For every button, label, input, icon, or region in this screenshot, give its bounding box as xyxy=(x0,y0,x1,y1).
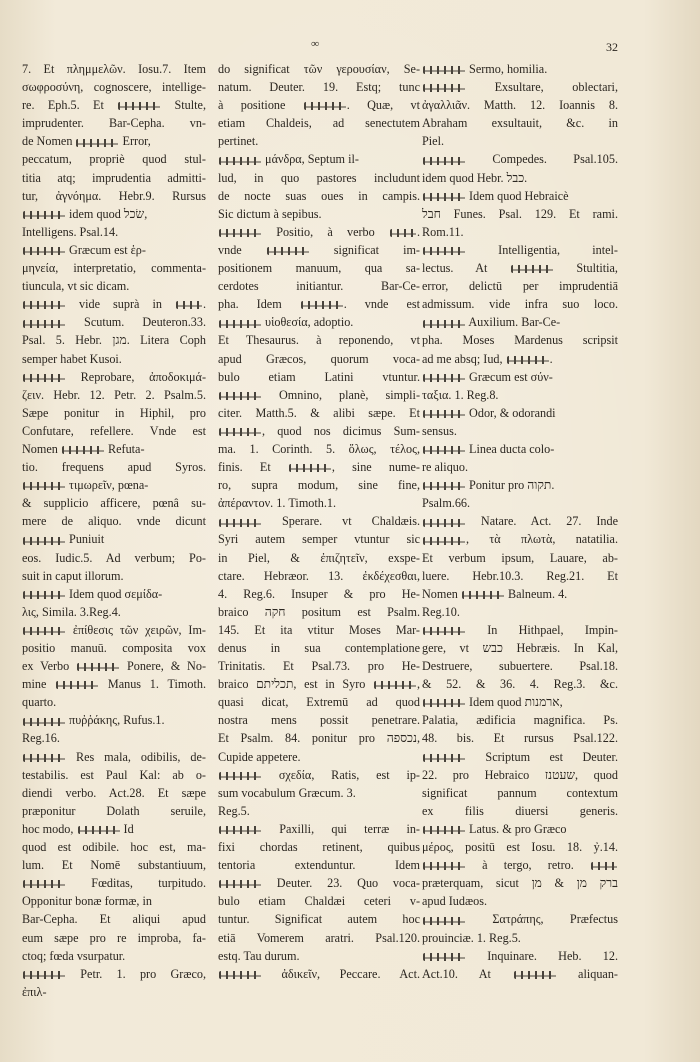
syriac-word-glyph xyxy=(514,971,556,979)
syriac-word-glyph xyxy=(23,880,65,888)
right-column-line: à tergo, retro. xyxy=(422,856,618,874)
middle-column-line: υἱοθεσία, adoptio. xyxy=(218,313,420,331)
middle-column-line: etiā Vomerem aratri. Psal.120. xyxy=(218,930,420,945)
syriac-word-glyph xyxy=(77,663,119,671)
syriac-word-glyph xyxy=(423,537,465,545)
left-column-line: Fœditas, turpitudo. xyxy=(22,874,206,892)
middle-column-line: finis. Et , sine nume- xyxy=(218,460,420,475)
right-column xyxy=(422,60,618,983)
middle-column-line: sum vocabulum Græcum. 3. xyxy=(218,785,356,800)
left-column-line: præponitur Dolath seruile, xyxy=(22,803,206,818)
syriac-word-glyph xyxy=(219,320,261,328)
right-column-line: Linea ducta colo- xyxy=(422,440,618,458)
right-column-line: , τὰ πλωτὰ, natatilia. xyxy=(422,530,618,548)
right-column-line: Compedes. Psal.105. xyxy=(422,150,618,168)
right-column-line: apud Iudæos. xyxy=(422,894,487,909)
syriac-word-glyph xyxy=(423,627,465,635)
left-column-line: diendi verbo. Act.28. Et sæpe xyxy=(22,785,206,800)
middle-column-line: ἀπέραντον. 1. Timoth.1. xyxy=(218,496,337,511)
syriac-word-glyph xyxy=(423,862,465,870)
syriac-word-glyph xyxy=(423,917,465,925)
right-column-line: Palatia, ædificia magnifica. Ps. xyxy=(422,713,618,728)
right-column-line: Idem quod Hebraicè xyxy=(422,187,618,205)
syriac-word-glyph xyxy=(23,718,65,726)
right-column-line: Natare. Act. 27. Inde xyxy=(422,512,618,530)
syriac-word-glyph xyxy=(23,591,65,599)
syriac-word-glyph xyxy=(390,229,416,237)
right-column-line: error, delictū per imprudentiā xyxy=(422,279,618,294)
left-column-line: testabilis. est Paul Kal: ab o- xyxy=(22,767,206,782)
middle-column-line: Syri autem semper vtuntur sic xyxy=(218,532,420,547)
right-column-line: luere. Hebr.10.3. Reg.21. Et xyxy=(422,568,618,583)
middle-column-line: estq. Tau durum. xyxy=(218,948,300,963)
right-column-line: Inquinare. Heb. 12. xyxy=(422,947,618,965)
right-column-line: Odor, & odorandi xyxy=(422,404,618,422)
syriac-word-glyph xyxy=(423,482,465,490)
right-column-line: admissum. vide infra suo loco. xyxy=(422,297,618,312)
syriac-word-glyph xyxy=(23,211,65,219)
syriac-word-glyph xyxy=(219,428,261,436)
syriac-word-glyph xyxy=(23,374,65,382)
right-column-line: Et verbum ipsum, Lauare, ab- xyxy=(422,550,618,565)
middle-column-line: Deuter. 23. Quo voca- xyxy=(218,874,420,892)
middle-column-line: braico תכליתם, est in Syro , xyxy=(218,677,420,692)
left-column-line: semper habet Kusoi. xyxy=(22,351,122,366)
right-column-line: prouinciæ. 1. Reg.5. xyxy=(422,930,521,945)
left-column-line: ctoq; fœda vsurpatur. xyxy=(22,948,126,963)
syriac-word-glyph xyxy=(78,826,120,834)
middle-column-line: ma. 1. Corinth. 5. ὅλως, τέλος, xyxy=(218,441,420,456)
syriac-word-glyph xyxy=(23,754,65,762)
right-column-line: Σατράπης, Præfectus xyxy=(422,910,618,928)
syriac-word-glyph xyxy=(219,880,261,888)
middle-column-line: bulo etiam Chaldæi ceteri v- xyxy=(218,894,420,909)
syriac-word-glyph xyxy=(301,301,343,309)
left-column-line: tur, ἀγνόημα. Hebr.9. Rursus xyxy=(22,188,206,203)
left-column-line: mere de aliquo. vnde dicunt xyxy=(22,514,206,529)
right-column-line: re aliquo. xyxy=(422,460,469,475)
syriac-word-glyph xyxy=(118,102,160,110)
syriac-word-glyph xyxy=(219,157,261,165)
syriac-word-glyph xyxy=(267,247,309,255)
right-column-line: Act.10. At aliquan- xyxy=(422,966,618,981)
left-column-line: lum. Et Nomē substantiuum, xyxy=(22,858,206,873)
middle-column-line: , quod nos dicimus Sum- xyxy=(218,422,420,440)
syriac-word-glyph xyxy=(23,482,65,490)
left-column-line: quod est odibile. hoc est, ma- xyxy=(22,840,206,855)
syriac-word-glyph xyxy=(219,519,261,527)
middle-column-line: Reg.5. xyxy=(218,803,250,818)
syriac-word-glyph xyxy=(511,265,553,273)
syriac-word-glyph xyxy=(423,84,465,92)
page-number: 32 xyxy=(606,40,618,54)
middle-column-line: 4. Reg.6. Insuper & pro He- xyxy=(218,586,420,601)
syriac-word-glyph xyxy=(591,862,617,870)
syriac-word-glyph xyxy=(176,301,202,309)
left-column-line: ἐπίθεσις τῶν χειρῶν, Im- xyxy=(22,621,206,639)
middle-column-line: Paxilli, qui terræ in- xyxy=(218,820,420,838)
syriac-word-glyph xyxy=(423,247,465,255)
left-column-line: Scutum. Deuteron.33. xyxy=(22,313,206,331)
right-column-line: & 52. & 36. 4. Reg.3. &c. xyxy=(422,677,618,692)
left-column-line: τιμωρεῖν, pœna- xyxy=(22,476,206,494)
left-column-line: quarto. xyxy=(22,695,57,710)
left-column-line: ζειν. Hebr. 12. Petr. 2. Psalm.5. xyxy=(22,387,206,402)
syriac-word-glyph xyxy=(76,139,118,147)
middle-column-line: Trinitatis. Et Psal.73. pro He- xyxy=(218,659,420,674)
right-column-line: sensus. xyxy=(422,423,457,438)
left-column-line: positio manuū. composita vox xyxy=(22,641,206,655)
syriac-word-glyph xyxy=(423,699,465,707)
syriac-word-glyph xyxy=(423,374,465,382)
syriac-word-glyph xyxy=(423,410,465,418)
signature-mark: ∞ xyxy=(311,38,319,50)
middle-column-line: do significat τῶν γερουσίαν, Se- xyxy=(218,62,420,76)
right-column-line: μέρος, positū est Iosu. 18. ỷ.14. xyxy=(422,840,618,855)
middle-column-line: tuntur. Significat autem hoc xyxy=(218,912,420,927)
left-column-line: λις, Simila. 3.Reg.4. xyxy=(22,604,121,619)
syriac-word-glyph xyxy=(423,193,465,201)
right-column-line: pha. Moses Mardenus scripsit xyxy=(422,333,618,348)
syriac-word-glyph xyxy=(423,754,465,762)
middle-column-line: de nocte suas oues in campis. xyxy=(218,188,420,203)
left-column-line: idem quod שׂכל, xyxy=(22,205,206,223)
right-column-line: Græcum est σύν- xyxy=(422,368,618,386)
left-column-line: titia atq; imprudentia admitti- xyxy=(22,170,206,185)
syriac-word-glyph xyxy=(23,537,65,545)
left-column xyxy=(22,60,206,1001)
middle-column-line: tentoria extenduntur. Idem xyxy=(218,858,420,873)
right-column-line: ad me absq; Iud, . xyxy=(422,351,553,366)
syriac-word-glyph xyxy=(23,301,65,309)
left-column-line: 7. Et πλημμελῶν. Iosu.7. Item xyxy=(22,62,206,76)
right-column-line: Rom.11. xyxy=(422,224,464,239)
syriac-word-glyph xyxy=(423,826,465,834)
left-column-line: mine Manus 1. Timoth. xyxy=(22,677,206,692)
middle-column-line: natum. Deuter. 19. Estq; tunc xyxy=(218,80,420,95)
right-column-line: Abraham exsultauit, &c. in xyxy=(422,116,618,131)
right-column-line: 48. bis. Et rursus Psal.122. xyxy=(422,731,618,746)
syriac-word-glyph xyxy=(304,102,346,110)
middle-column-line: vnde significat im- xyxy=(218,242,420,257)
middle-column-line: à positione . Quæ, vt xyxy=(218,98,420,113)
right-column-line: Ponitur pro תקוה. xyxy=(422,476,618,494)
syriac-word-glyph xyxy=(423,157,465,165)
middle-column-line: Cupide appetere. xyxy=(218,749,301,764)
middle-column-line: μάνδρα, Septum il- xyxy=(218,150,420,168)
left-column-line: Græcum est ἑρ- xyxy=(22,241,206,259)
middle-column-line: denus in sua contemplatione xyxy=(218,641,420,655)
middle-column-line: Omnino, planè, simpli- xyxy=(218,386,420,404)
left-column-line: Petr. 1. pro Græco, xyxy=(22,965,206,983)
middle-column-line: pertinet. xyxy=(218,134,259,149)
right-column-line: Latus. & pro Græco xyxy=(422,820,618,838)
middle-column-line: citer. Matth.5. & alibi sæpe. Et xyxy=(218,405,420,420)
syriac-word-glyph xyxy=(289,464,331,472)
syriac-word-glyph xyxy=(23,247,65,255)
syriac-word-glyph xyxy=(23,320,65,328)
middle-column-line: nostra mens possit penetrare. xyxy=(218,713,420,728)
right-column-line: In Hithpael, Impin- xyxy=(422,621,618,639)
left-column-line: & supplicio afficere, pœnâ su- xyxy=(22,496,206,511)
right-column-line: ταξια. 1. Reg.8. xyxy=(422,387,499,402)
left-column-line: vide suprà in . xyxy=(22,295,206,313)
middle-column-line: apud Græcos, quorum voca- xyxy=(218,351,420,366)
left-column-line: tiuncula, vt sic dicam. xyxy=(22,279,130,294)
syriac-word-glyph xyxy=(423,66,465,74)
right-column-line: ἀγαλλιᾶν. Matth. 12. Ioannis 8. xyxy=(422,98,618,113)
syriac-word-glyph xyxy=(423,446,465,454)
left-column-line: Sæpe ponitur in Hiphil, pro xyxy=(22,405,206,420)
left-column-line: Confutare, refellere. Vnde est xyxy=(22,423,206,438)
middle-column-line: fixi chordas retinent, quibus xyxy=(218,840,420,855)
middle-column-line: etiam Chaldeis, ad senectutem xyxy=(218,116,420,131)
left-column-line: Intelligens. Psal.14. xyxy=(22,224,119,239)
right-column-line: 22. pro Hebraico שעטנז, quod xyxy=(422,767,618,782)
middle-column-line: quasi dicat, Extremū ad quod xyxy=(218,695,420,710)
syriac-word-glyph xyxy=(219,392,261,400)
left-column-line: Opponitur bonæ formæ, in xyxy=(22,894,152,909)
right-column-line: Scriptum est Deuter. xyxy=(422,748,618,766)
left-column-line: hoc modo, Id xyxy=(22,821,134,836)
middle-column-line: 145. Et ita vtitur Moses Mar- xyxy=(218,622,420,637)
right-column-line: idem quod Hebr. כבל. xyxy=(422,170,528,185)
left-column-line: μηνεία, interpretatio, commenta- xyxy=(22,261,206,276)
middle-column-line: pha. Idem . vnde est xyxy=(218,297,420,312)
middle-column-line: lud, in quo pastores includunt xyxy=(218,170,420,185)
right-column-line: ex filis diuersi generis. xyxy=(422,803,618,818)
left-column-line: de Nomen Error, xyxy=(22,134,151,149)
left-column-line: Reg.16. xyxy=(22,731,60,746)
right-column-line: Nomen Balneum. 4. xyxy=(422,586,568,601)
left-column-line: Reprobare, ἀποδοκιμά- xyxy=(22,368,206,386)
right-column-line: Piel. xyxy=(422,134,445,149)
right-column-line: lectus. At Stultitia, xyxy=(422,261,618,276)
left-column-line: peccatum, propriè quod stul- xyxy=(22,152,206,167)
left-column-line: ἐπιλ- xyxy=(22,984,47,999)
right-column-line: חבל Funes. Psal. 129. Et rami. xyxy=(422,206,618,221)
left-column-line: πυῤῥάκης, Rufus.1. xyxy=(22,711,206,729)
syriac-word-glyph xyxy=(23,627,65,635)
middle-column xyxy=(218,60,420,983)
right-column-line: Idem quod ארמנות, xyxy=(422,693,618,711)
right-column-line: Intelligentia, intel- xyxy=(422,241,618,259)
syriac-word-glyph xyxy=(219,826,261,834)
right-column-line: Destruere, subuertere. Psal.18. xyxy=(422,659,618,674)
left-column-line: ex Verbo Ponere, & No- xyxy=(22,659,206,674)
syriac-word-glyph xyxy=(219,971,261,979)
middle-column-line: cerdotes initiantur. Bar-Ce- xyxy=(218,279,420,294)
syriac-word-glyph xyxy=(423,519,465,527)
syriac-word-glyph xyxy=(507,356,549,364)
left-column-line: Idem quod σεμίδα- xyxy=(22,585,206,603)
left-column-line: Puniuit xyxy=(22,530,206,548)
middle-column-line: Et Psalm. 84. ponitur pro נכספה, xyxy=(218,731,420,746)
syriac-word-glyph xyxy=(462,591,504,599)
middle-column-line: positionem manuum, qua sa- xyxy=(218,261,420,276)
left-column-line: tio. frequens apud Syros. xyxy=(22,460,206,475)
middle-column-line: braico חקה positum est Psalm. xyxy=(218,604,420,619)
right-column-line: Auxilium. Bar-Ce- xyxy=(422,313,618,331)
right-column-line: Sermo, homilia. xyxy=(422,60,618,78)
syriac-word-glyph xyxy=(219,229,261,237)
middle-column-line: Et Thesaurus. à reponendo, vt xyxy=(218,333,420,348)
right-column-line: significat pannum contextum xyxy=(422,785,618,800)
syriac-word-glyph xyxy=(423,320,465,328)
left-column-line: eum sæpe pro re improba, fa- xyxy=(22,930,206,945)
right-column-line: præterquam, sicut ברק מן & מן xyxy=(422,876,618,891)
right-column-line: gere, vt כבש Hebræis. In Kal, xyxy=(422,641,618,655)
left-column-line: Res mala, odibilis, de- xyxy=(22,748,206,766)
middle-column-line: ro, supra modum, sine fine, xyxy=(218,478,420,493)
middle-column-line: bulo etiam Latini vtuntur. xyxy=(218,369,420,384)
syriac-word-glyph xyxy=(56,681,98,689)
left-column-line: Nomen Refuta- xyxy=(22,441,145,456)
middle-column-line: ctare. Hebræor. 13. ἐκδέχεσθαι, xyxy=(218,568,420,583)
left-column-line: suit in caput illorum. xyxy=(22,568,124,583)
right-column-line: Exsultare, oblectari, xyxy=(422,78,618,96)
middle-column-line: σχεδία, Ratis, est ip- xyxy=(218,766,420,784)
syriac-word-glyph xyxy=(219,772,261,780)
syriac-word-glyph xyxy=(374,681,416,689)
syriac-word-glyph xyxy=(423,953,465,961)
left-column-line: σωφροσύνη, cognoscere, intellige- xyxy=(22,80,206,95)
left-column-line: Psal. 5. Hebr. מגן. Litera Coph xyxy=(22,333,206,348)
middle-column-line: Sic dictum à sepibus. xyxy=(218,206,322,221)
right-column-line: Reg.10. xyxy=(422,604,460,619)
left-column-line: re. Eph.5. Et Stulte, xyxy=(22,98,206,113)
left-column-line: eos. Iudic.5. Ad verbum; Po- xyxy=(22,550,206,565)
syriac-word-glyph xyxy=(62,446,104,454)
left-column-line: imprudenter. Bar-Cepha. vn- xyxy=(22,116,206,131)
middle-column-line: ἀδικεῖν, Peccare. Act. xyxy=(218,965,420,983)
syriac-word-glyph xyxy=(23,971,65,979)
middle-column-line: Positio, à verbo . xyxy=(218,223,420,241)
right-column-line: Psalm.66. xyxy=(422,496,471,511)
middle-column-line: in Piel, & ἐπιζητεῖν, exspe- xyxy=(218,550,420,565)
left-column-line: Bar-Cepha. Et aliqui apud xyxy=(22,912,206,927)
middle-column-line: Sperare. vt Chaldæis. xyxy=(218,512,420,530)
